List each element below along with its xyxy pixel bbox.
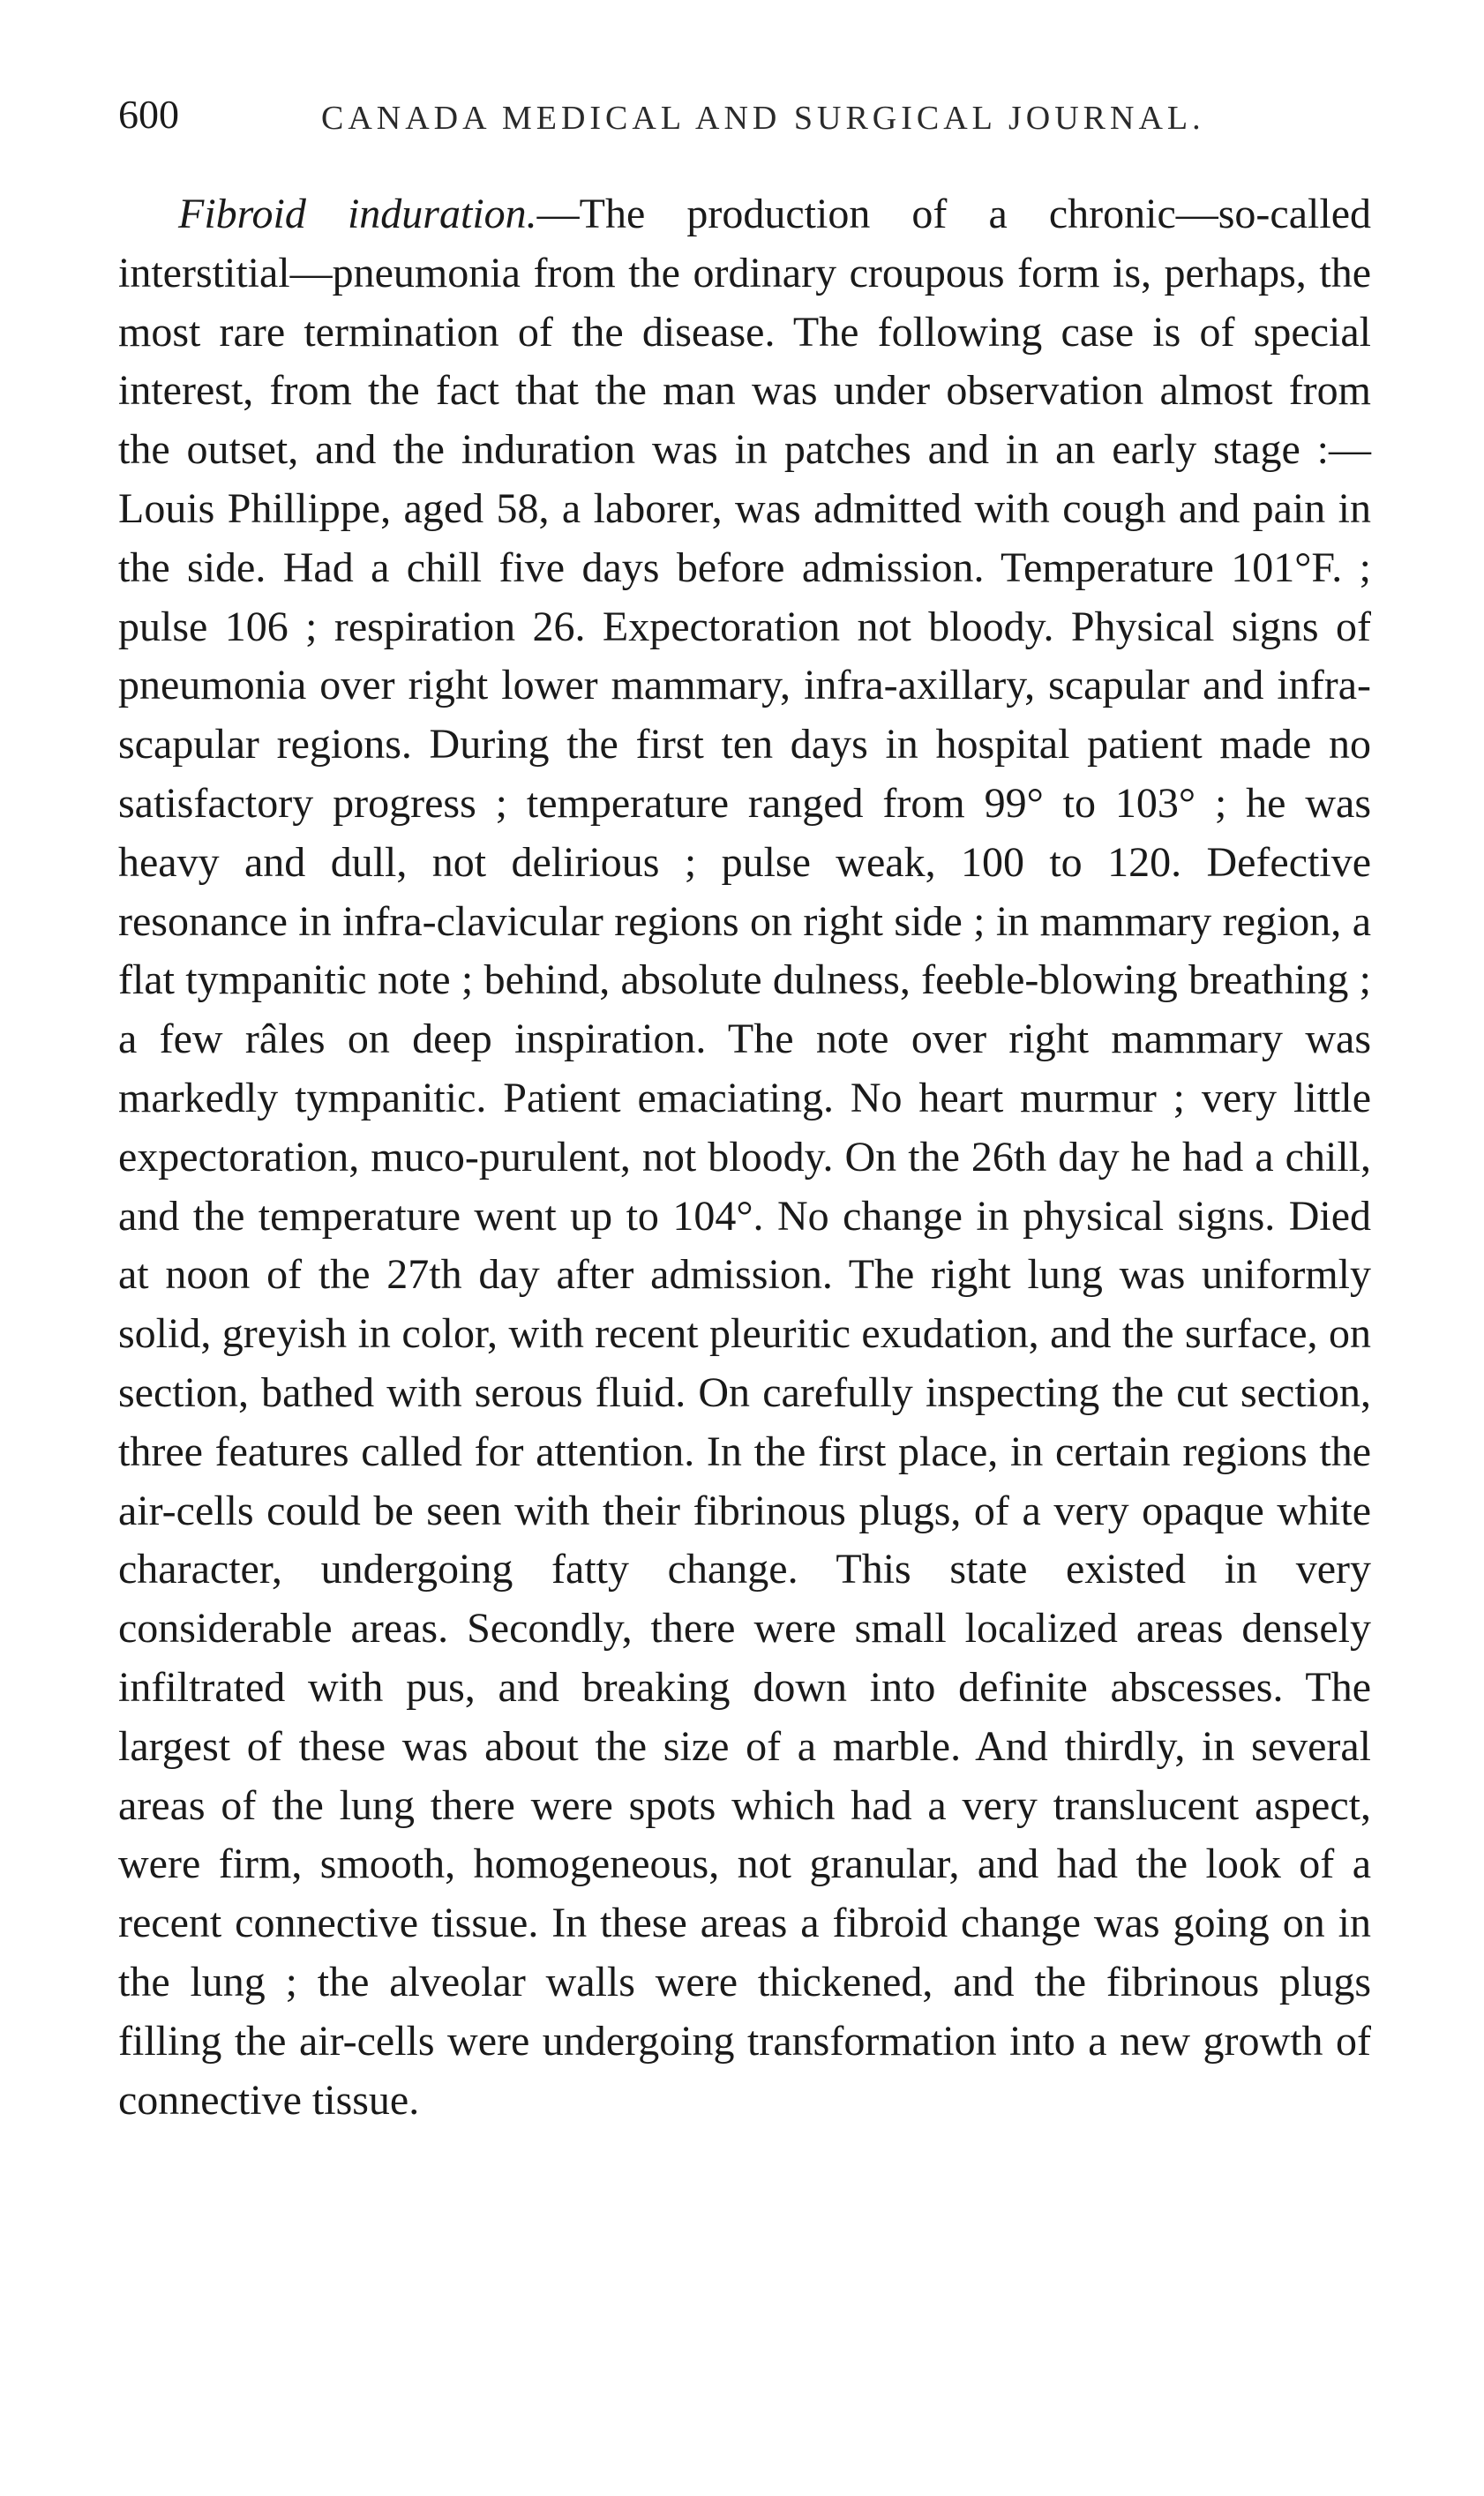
- page-number: 600: [118, 92, 179, 137]
- journal-title: CANADA MEDICAL AND SURGICAL JOURNAL.: [321, 100, 1205, 137]
- section-title: Fibroid induration.: [178, 191, 537, 237]
- running-head: [118, 88, 1371, 141]
- article-paragraph: [118, 185, 1371, 2130]
- article-body: —The production of a chronic—so-called interstitial—pneumonia from the ordinary croupous form is, perhaps, the most rare termination of the disease. The following case is of special interest, from the fact that the man was under observation almost from the outset, and the induration was in patches and in an early stage :—Louis Phillippe, aged 58, a laborer, was admitted with cough and pain in the side. Had a chill five days before admission. Temperature 101°F. ; pulse 106 ; respiration 26. Expectoration not bloody. Physical signs of pneumonia over right lower mammary, infra-axillary, scapular and infra-scapular regions. During the first ten days in hospital patient made no satisfactory progress ; temperature ranged from 99° to 103° ; he was heavy and dull, not delirious ; pulse weak, 100 to 120. Defective resonance in infra-clavicular regions on right side ; in mammary region, a flat tympanitic note ; behind, absolute dulness, feeble-blowing breathing ; a few râles on deep inspiration. The note over right mammary was markedly tympanitic. Patient emaciating. No heart murmur ; very little expectoration, muco-purulent, not bloody. On the 26th day he had a chill, and the temperature went up to 104°. No change in physical signs. Died at noon of the 27th day after admission. The right lung was uniformly solid, greyish in color, with recent pleuritic exudation, and the surface, on section, bathed with serous fluid. On carefully inspecting the cut section, three features called for attention. In the first place, in certain regions the air-cells could be seen with their fibrinous plugs, of a very opaque white character, undergoing fatty change. This state existed in very considerable areas. Secondly, there were small localized areas densely infiltrated with pus, and breaking down into definite abscesses. The largest of these was about the size of a marble. And thirdly, in several areas of the lung there were spots which had a very translucent aspect, were firm, smooth, homogeneous, not granular, and had the look of a recent connective tissue. In these areas a fibroid change was going on in the lung ; the alveolar walls were thickened, and the fibrinous plugs filling the air-cells were undergoing transformation into a new growth of connective tissue.: [118, 191, 1371, 2124]
